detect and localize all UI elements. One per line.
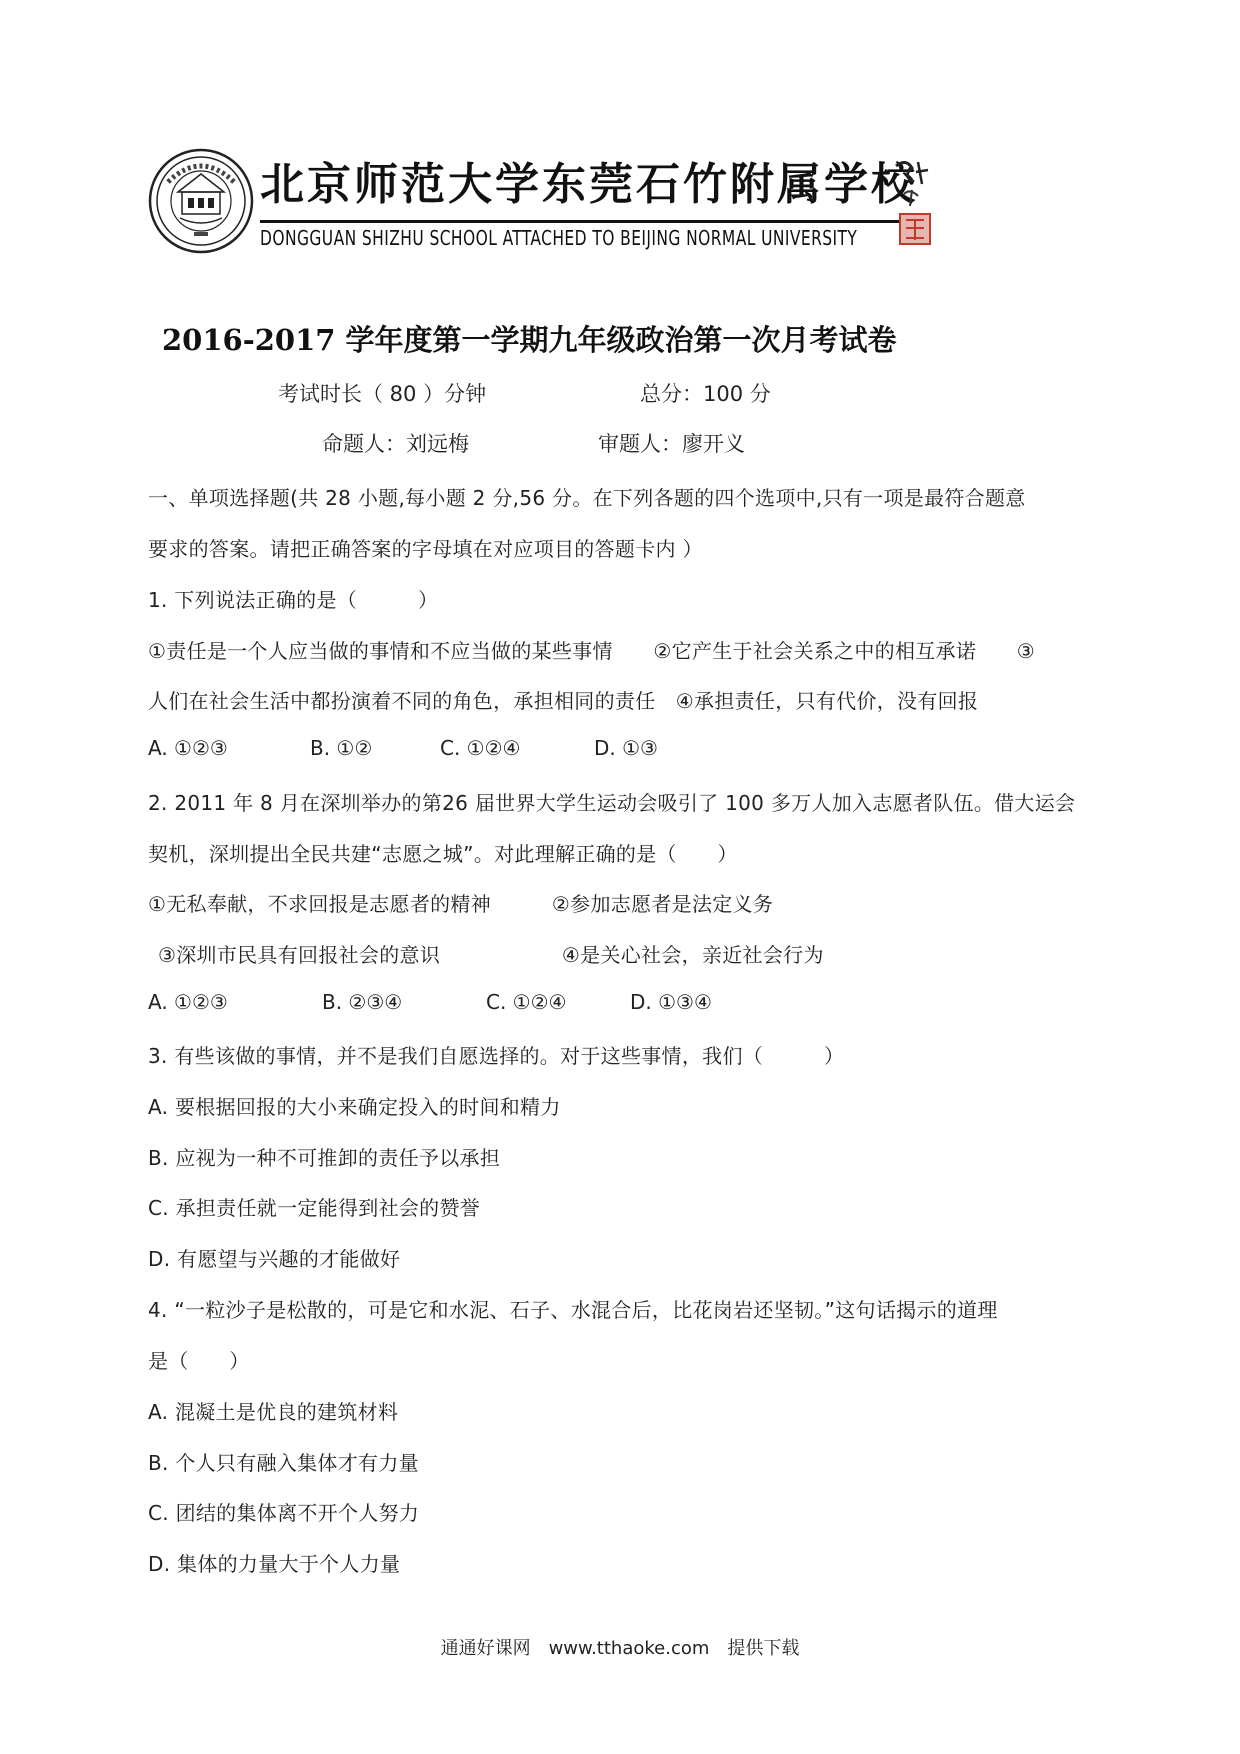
q2-statement-line2: ③深圳市民具有回报社会的意识 ④是关心社会，亲近社会行为: [158, 943, 824, 967]
q3-stem: 3. 有些该做的事情，并不是我们自愿选择的。对于这些事情，我们（ ）: [148, 1044, 845, 1068]
q2-option-a: A. ①②③: [148, 990, 228, 1014]
q1-statement-line2: 人们在社会生活中都扮演着不同的角色，承担相同的责任 ④承担责任，只有代价，没有回报: [148, 689, 979, 713]
q1-option-c: C. ①②④: [440, 736, 521, 760]
q1-statement-line1: ①责任是一个人应当做的事情和不应当做的某些事情 ②它产生于社会关系之中的相互承诺 ③: [148, 639, 1035, 663]
section-instructions-line2: 要求的答案。请把正确答案的字母填在对应项目的答题卡内 ）: [148, 537, 703, 561]
exam-total-score: 总分：100 分: [640, 382, 771, 406]
exam-author: 命题人：刘远梅: [322, 432, 469, 456]
school-name-en: DONGGUAN SHIZHU SCHOOL ATTACHED TO BEIJING NORMAL UNIVERSITY: [260, 226, 858, 250]
q1-stem: 1. 下列说法正确的是（ ）: [148, 588, 439, 612]
school-header: [148, 146, 928, 258]
q3-option-c: C. 承担责任就一定能得到社会的赞誉: [148, 1196, 481, 1220]
section-instructions-line1: 一、单项选择题(共 28 小题,每小题 2 分,56 分。在下列各题的四个选项中,只有一项是最符合题意: [148, 486, 1026, 510]
download-source-footer: 通通好课网 www.tthaoke.com 提供下载: [440, 1638, 800, 1659]
q2-stem-line1: 2. 2011 年 8 月在深圳举办的第26 届世界大学生运动会吸引了 100 多万人加入志愿者队伍。借大运会: [148, 791, 1076, 815]
q3-option-a: A. 要根据回报的大小来确定投入的时间和精力: [148, 1095, 561, 1119]
q4-stem-line2: 是（ ）: [148, 1349, 250, 1373]
q4-option-a: A. 混凝土是优良的建筑材料: [148, 1400, 399, 1424]
q1-option-b: B. ①②: [310, 736, 373, 760]
q4-option-b: B. 个人只有融入集体才有力量: [148, 1451, 419, 1475]
header-divider: [260, 220, 916, 223]
q3-option-b: B. 应视为一种不可推卸的责任予以承担: [148, 1146, 501, 1170]
exam-duration: 考试时长（ 80 ）分钟: [278, 382, 487, 406]
q1-option-d: D. ①③: [594, 736, 658, 760]
q4-option-c: C. 团结的集体离不开个人努力: [148, 1501, 420, 1525]
q1-option-a: A. ①②③: [148, 736, 228, 760]
q2-statement-line1: ①无私奉献，不求回报是志愿者的精神 ②参加志愿者是法定义务: [148, 892, 774, 916]
school-seal-icon: [148, 148, 254, 254]
school-name-cn: 北京师范大学东莞石竹附属学校: [260, 159, 918, 210]
q2-stem-line2: 契机，深圳提出全民共建“志愿之城”。对此理解正确的是（ ）: [148, 842, 738, 866]
q4-stem-line1: 4. “一粒沙子是松散的，可是它和水泥、石子、水混合后，比花岗岩还坚韧。”这句话揭示的道理: [148, 1298, 998, 1322]
q3-option-d: D. 有愿望与兴趣的才能做好: [148, 1247, 401, 1271]
q2-option-c: C. ①②④: [486, 990, 567, 1014]
q2-option-d: D. ①③④: [630, 990, 712, 1014]
exam-title: 2016-2017 学年度第一学期九年级政治第一次月考试卷: [162, 323, 897, 357]
exam-reviewer: 审题人：廖开义: [598, 432, 745, 456]
q4-option-d: D. 集体的力量大于个人力量: [148, 1552, 401, 1576]
calligraphy-stamp-icon: [888, 154, 948, 254]
q2-option-b: B. ②③④: [322, 990, 403, 1014]
